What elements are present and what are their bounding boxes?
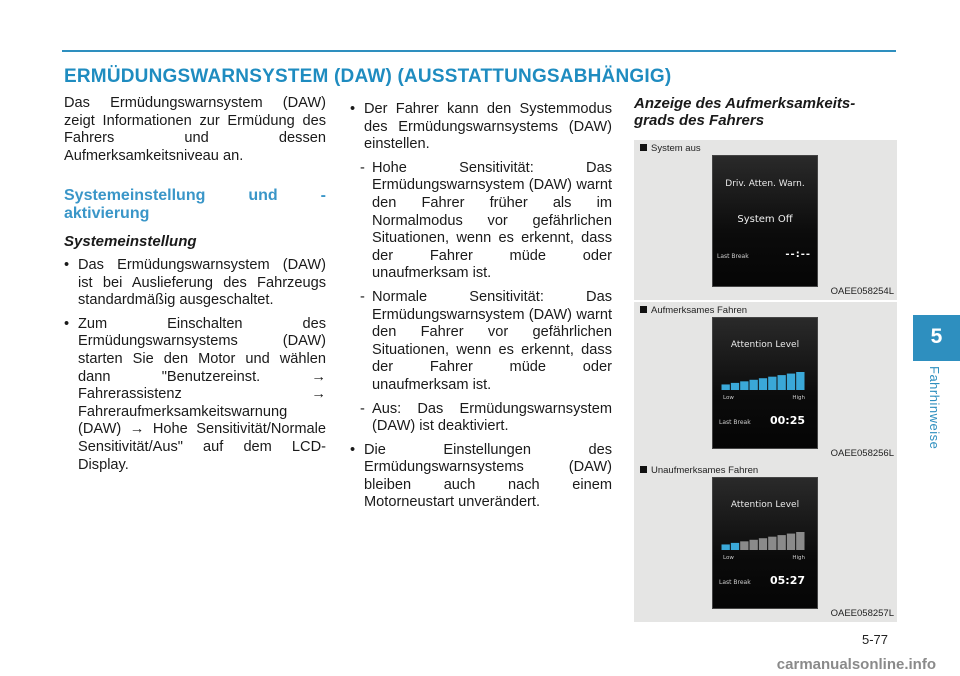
cluster-display-screen [712, 477, 818, 609]
left-column [64, 95, 326, 474]
attention-level-bars [721, 370, 805, 392]
subsection-title: Systemeinstellung [64, 233, 197, 251]
level-bar-segment [722, 384, 730, 390]
dash-item: - Hohe Sensitivität: Das Ermüdungswarnsystem (DAW) warnt den Fahrer früher als im Normalmodus vor gefährlichen Situationen, wenn es erkennt, dass der Fahrer müde oder unaufmerksam ist. [360, 159, 612, 282]
figure-code: OAEE058257L [830, 608, 894, 619]
page-heading: ERMÜDUNGSWARNSYSTEM (DAW) (AUSSTATTUNGSABHÄNGIG) [64, 66, 672, 87]
figure-panel-attentive [634, 302, 897, 462]
figure-caption: System aus [640, 143, 701, 154]
chapter-label: Fahrhinweise [927, 366, 942, 450]
level-bar-segment [740, 541, 748, 550]
low-label: Low [723, 395, 734, 401]
figure-panel-system-off [634, 140, 897, 300]
level-bar-segment [740, 381, 748, 390]
square-bullet-icon [640, 466, 647, 473]
page-number: 5-77 [862, 632, 889, 647]
level-bar-segment [750, 380, 758, 390]
watermark: carmanualsonline.info [776, 656, 936, 673]
dash-item: - Normale Sensitivität: Das Ermüdungswarnsystem (DAW) warnt den Fahrer vor gefährlichen Situationen, wenn es erkennt, dass der Fahrer müde oder unaufmerksam ist. [360, 288, 612, 393]
last-break-label: Last Break [717, 253, 749, 260]
level-bar-segment [731, 543, 739, 550]
level-bar-segment [759, 378, 767, 390]
last-break-value: 00:25 [769, 414, 805, 427]
cluster-display-screen [712, 155, 818, 287]
level-bar-segment [750, 540, 758, 550]
figure-section-title: Anzeige des Aufmerksamkeits-grads des Fahrers [634, 95, 856, 129]
bullet-item: • Der Fahrer kann den Systemmodus des Ermüdungswarnsystems (DAW) einstellen. [350, 101, 612, 154]
top-rule [62, 50, 896, 52]
level-bar-segment [768, 377, 776, 390]
last-break-value: 05:27 [769, 574, 805, 587]
screen-title: Driv. Atten. Warn. [725, 179, 805, 189]
figure-code: OAEE058256L [830, 448, 894, 459]
level-bar-segment [778, 375, 786, 390]
bullet-item: • Zum Einschalten des Ermüdungswarnsystems (DAW) starten Sie den Motor und wählen dann "Benutzereinst. → Fahrerassistenz → Fahreraufmerksamkeitswarnung (DAW) → Hohe Sensitivität/Normale Sensitivität/Aus" auf dem LCD-Display. [64, 316, 326, 474]
screen-title: Attention Level [730, 340, 800, 350]
screen-title: Attention Level [730, 500, 800, 510]
figure-caption: Aufmerksames Fahren [640, 305, 747, 316]
figure-caption: Unaufmerksames Fahren [640, 465, 758, 476]
screen-status: System Off [737, 214, 793, 225]
low-label: Low [723, 555, 734, 561]
figure-panel-inattentive [634, 462, 897, 622]
chapter-number: 5 [930, 325, 943, 348]
last-break-label: Last Break [719, 579, 751, 586]
level-bar-segment [731, 383, 739, 390]
last-break-value: --:-- [785, 249, 811, 260]
bullet-item: • Die Einstellungen des Ermüdungswarnsystems (DAW) bleiben auch nach einem Motorneustart unverändert. [350, 442, 612, 512]
intro-paragraph: Das Ermüdungswarnsystem (DAW) zeigt Informationen zur Ermüdung des Fahrers und dessen Aufmerksamkeitsniveau an. [64, 95, 326, 164]
last-break-label: Last Break [719, 419, 751, 426]
level-bar-segment [722, 544, 730, 550]
level-bar-segment [787, 374, 795, 390]
chapter-tab [913, 315, 960, 361]
cluster-display-screen [712, 317, 818, 449]
level-bar-segment [768, 537, 776, 550]
section-title: Systemeinstellung und -aktivierung [64, 187, 326, 223]
square-bullet-icon [640, 144, 647, 151]
bullet-item: • Das Ermüdungswarnsystem (DAW) ist bei Auslieferung des Fahrzeugs standardmäßig ausgeschaltet. [64, 257, 326, 310]
middle-column [350, 95, 612, 512]
high-label: High [792, 395, 805, 401]
level-bar-segment [778, 535, 786, 550]
dash-item: - Aus: Das Ermüdungswarnsystem (DAW) ist deaktiviert. [360, 400, 612, 435]
high-label: High [792, 555, 805, 561]
level-bar-segment [759, 538, 767, 550]
level-bar-segment [796, 372, 804, 390]
figure-code: OAEE058254L [830, 286, 894, 297]
attention-level-bars [721, 530, 805, 552]
level-bar-segment [787, 534, 795, 550]
square-bullet-icon [640, 306, 647, 313]
level-bar-segment [796, 532, 804, 550]
